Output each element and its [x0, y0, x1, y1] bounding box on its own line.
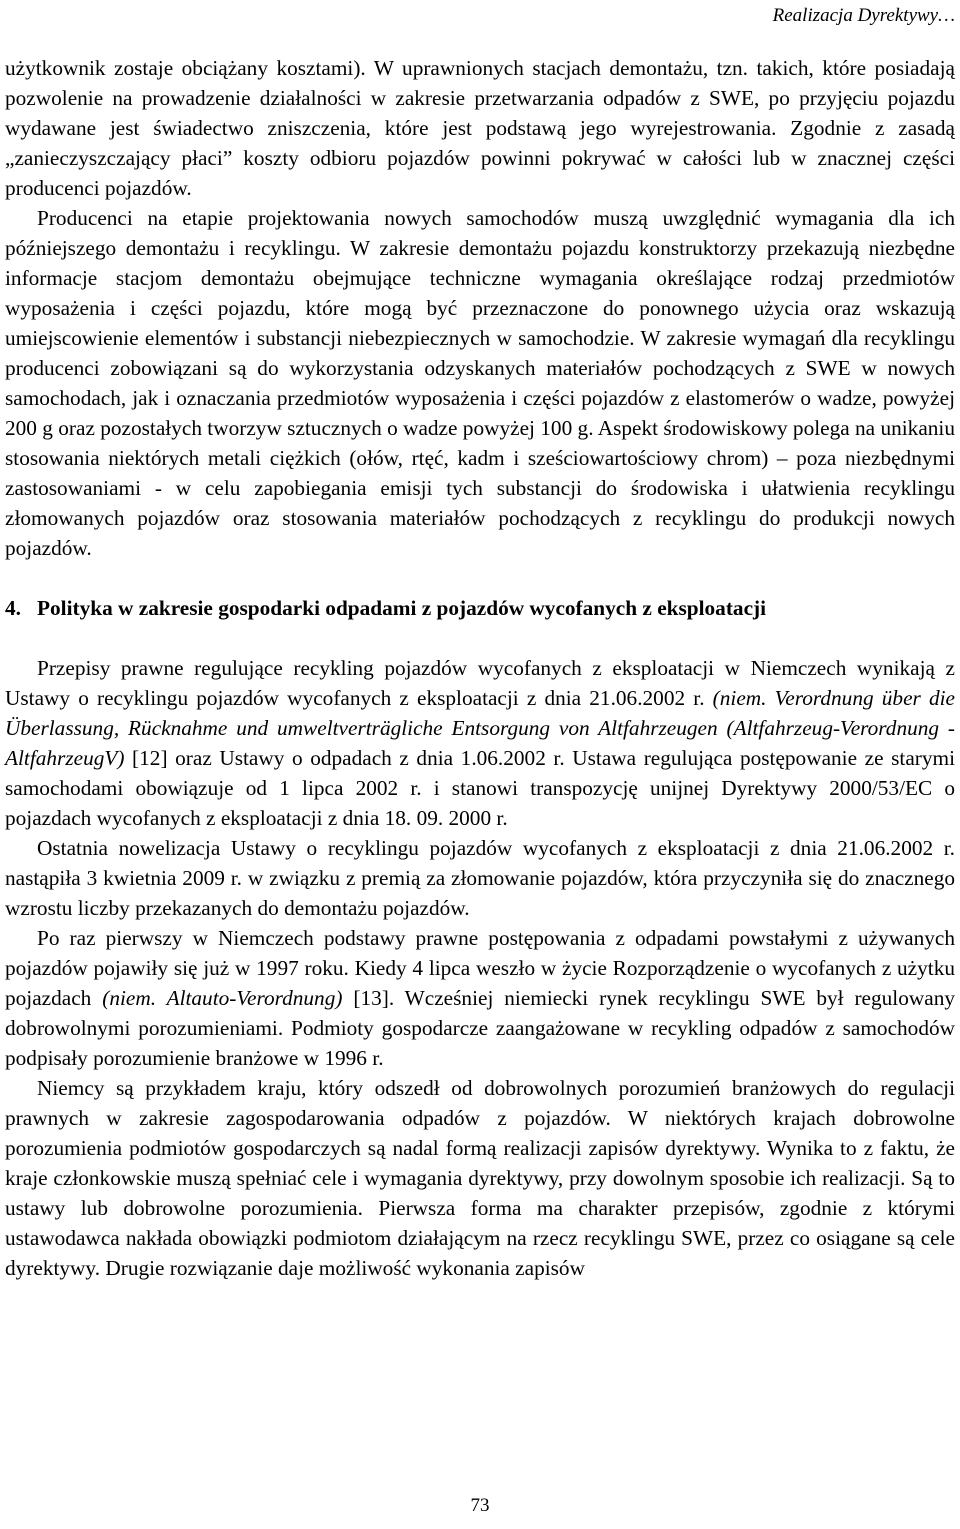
page-number: 73 [470, 1495, 490, 1516]
section-title: Polityka w zakresie gospodarki odpadami z pojazdów wycofanych z eksploatacji [37, 596, 767, 620]
paragraph: Ostatnia nowelizacja Ustawy o recyklingu pojazdów wycofanych z eksploatacji z dnia 21.06.2002 r. nastąpiła 3 kwietnia 2009 r. w związku z premią za złomowanie pojazdów, która przyczyniła się do znacznego wzrostu liczby przekazanych do demontażu pojazdów. [5, 836, 955, 920]
section-number: 4. [5, 596, 21, 620]
paragraph: użytkownik zostaje obciążany kosztami). W uprawnionych stacjach demontażu, tzn. takich, które posiadają pozwolenie na prowadzenie działalności w zakresie przetwarzania odpadów z SWE, po przyjęciu pojazdu wydawane jest świadectwo zniszczenia, które jest podstawą jego wyrejestrowania. Zgodnie z zasadą „zanieczyszczający płaci” koszty odbioru pojazdów powinni pokrywać w całości lub w znacznej części producenci pojazdów. [5, 56, 955, 200]
paragraph: Po raz pierwszy w Niemczech podstawy prawne postępowania z odpadami powstałymi z używanych pojazdów pojawiły się już w 1997 roku. Kiedy 4 lipca weszło w życie Rozporządzenie o wycofanych z użytku pojazdach (niem. Altauto-Verordnung) [13]. Wcześniej niemiecki rynek recyklingu SWE był regulowany dobrowolnymi porozumieniami. Podmioty gospodarcze zaangażowane w recykling odpadów z samochodów podpisały porozumienie branżowe w 1996 r. [5, 926, 955, 1070]
paragraph: Przepisy prawne regulujące recykling pojazdów wycofanych z eksploatacji w Niemczech wynikają z Ustawy o recyklingu pojazdów wycofanych z eksploatacji z dnia 21.06.2002 r. (niem. Verordnung über die Überlassung, Rücknahme und umweltverträgliche Entsorgung von Altfahrzeugen (Altfahrzeug-Verordnung - AltfahrzeugV) [12] oraz Ustawy o odpadach z dnia 1.06.2002 r. Ustawa regulująca postępowanie ze starymi samochodami obowiązuje od 1 lipca 2002 r. i stanowi transpozycję unijnej Dyrektywy 2000/53/EC o pojazdach wycofanych z eksploatacji z dnia 18. 09. 2000 r. [5, 656, 955, 830]
section-heading [5, 593, 955, 623]
paragraph: Producenci na etapie projektowania nowych samochodów muszą uwzględnić wymagania dla ich późniejszego demontażu i recyklingu. W zakresie demontażu pojazdu konstruktorzy przekazują niezbędne informacje stacjom demontażu obejmujące techniczne wymagania określające rodzaj przedmiotów wyposażenia i części pojazdu, które mogą być przeznaczone do ponownego użycia oraz wskazują umiejscowienie elementów i substancji niebezpiecznych w samochodzie. W zakresie wymagań dla recyklingu producenci zobowiązani są do wykorzystania odzyskanych materiałów pochodzących z SWE w nowych samochodach, jak i oznaczania przedmiotów wyposażenia i części pojazdów z elastomerów o wadze, powyżej 200 g oraz pozostałych tworzyw sztucznych o wadze powyżej 100 g. Aspekt środowiskowy polega na unikaniu stosowania niektórych metali ciężkich (ołów, rtęć, kadm i sześciowartościowy chrom) – poza niezbędnymi zastosowaniami - w celu zapobiegania emisji tych substancji do środowiska i ułatwienia recyklingu złomowanych pojazdów oraz stosowania materiałów pochodzących z recyklingu do produkcji nowych pojazdów. [5, 206, 955, 560]
italic-citation: (niem. Verordnung über die Überlassung, Rücknahme und umweltverträgliche Entsorgung von Altfahrzeugen (Altfahrzeug-Verordnung - AltfahrzeugV) [5, 686, 955, 770]
paragraph: Niemcy są przykładem kraju, który odszedł od dobrowolnych porozumień branżowych do regulacji prawnych w zakresie zagospodarowania odpadów z pojazdów. W niektórych krajach dobrowolne porozumienia podmiotów gospodarczych są nadal formą realizacji zapisów dyrektywy. Wynika to z faktu, że kraje członkowskie muszą spełniać cele i wymagania dyrektywy, przy dowolnym sposobie ich realizacji. Są to ustawy lub dobrowolne porozumienia. Pierwsza forma ma charakter przepisów, zgodnie z którymi ustawodawca nakłada obowiązki podmiotom działającym na rzecz recyklingu SWE, przez co osiągane są cele dyrektywy. Drugie rozwiązanie daje możliwość wykonania zapisów [5, 1076, 955, 1280]
running-header: Realizacja Dyrektywy… [772, 5, 955, 26]
document-body [5, 53, 955, 1283]
italic-citation: (niem. Altauto-Verordnung) [102, 986, 343, 1010]
